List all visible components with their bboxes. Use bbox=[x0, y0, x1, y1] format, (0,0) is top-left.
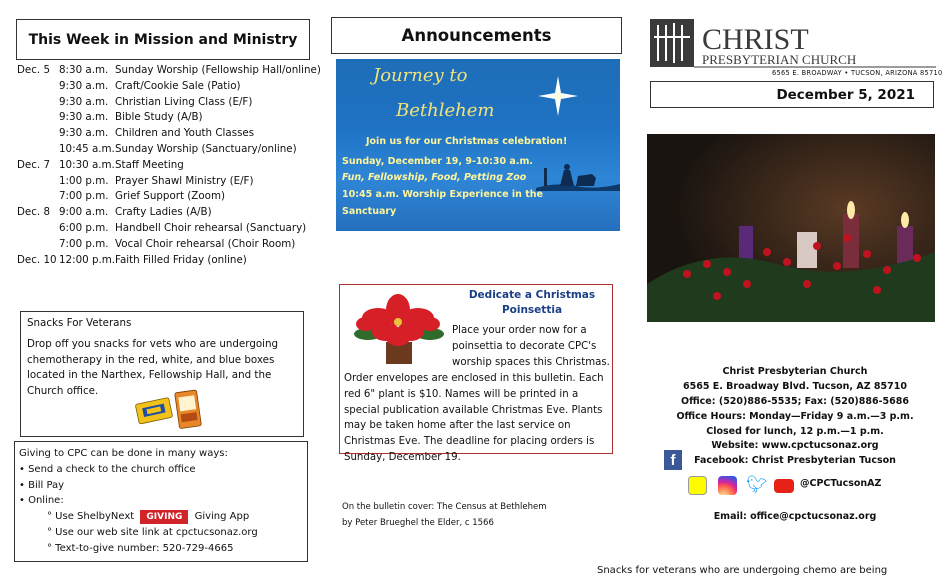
giving-shelby-post: Giving App bbox=[194, 511, 250, 523]
logo-main-text: CHRIST bbox=[702, 23, 809, 56]
giving-website-line: ° Use our web site link at cpctucsonaz.org bbox=[47, 526, 258, 538]
contact-info bbox=[660, 364, 930, 439]
social-handle[interactable]: @CPCTucsonAZ bbox=[800, 478, 882, 489]
announcements-title-box bbox=[331, 17, 622, 54]
schedule-event: Craft/Cookie Sale (Patio) bbox=[115, 79, 241, 92]
journey-title-line2: Bethlehem bbox=[396, 100, 495, 121]
schedule-time: 7:00 p.m. bbox=[59, 190, 109, 203]
youtube-icon[interactable] bbox=[774, 479, 794, 493]
schedule-time: 12:00 p.m. bbox=[59, 253, 116, 266]
snacks-title: Snacks For Veterans bbox=[27, 317, 132, 329]
giving-box bbox=[14, 441, 308, 562]
schedule-time: 10:30 a.m. bbox=[59, 158, 115, 171]
ministry-schedule bbox=[17, 64, 321, 269]
schedule-row bbox=[17, 254, 317, 270]
poinsettia-image bbox=[348, 288, 448, 366]
poinsettia-para1: Place your order now for a poinsettia to decorate CPC's worship spaces this Christmas. bbox=[452, 325, 610, 368]
schedule-time: 9:30 a.m. bbox=[59, 127, 109, 140]
schedule-event: Faith Filled Friday (online) bbox=[115, 253, 247, 266]
schedule-row bbox=[17, 175, 317, 191]
journey-line4: Sanctuary bbox=[342, 206, 397, 217]
giving-item: • Send a check to the church office bbox=[19, 463, 196, 475]
logo-address: 6565 E. BROADWAY • TUCSON, ARIZONA 85710 bbox=[772, 69, 943, 77]
schedule-event: Crafty Ladies (A/B) bbox=[115, 206, 212, 219]
date-box bbox=[650, 81, 934, 108]
twitter-icon[interactable]: 🐦︎ bbox=[746, 475, 768, 495]
schedule-time: 7:00 p.m. bbox=[59, 237, 109, 250]
snacks-for-veterans-box bbox=[20, 311, 304, 437]
schedule-event: Sunday Worship (Fellowship Hall/online) bbox=[115, 64, 321, 76]
schedule-row bbox=[17, 64, 321, 80]
cover-note bbox=[342, 500, 547, 531]
schedule-day: Dec. 8 bbox=[17, 206, 51, 219]
poinsettia-para2: Order envelopes are enclosed in this bulletin. Each red 6" plant is $10. Names will be printed in a special publication available Christmas Eve. Plants may be taken home after the last service on Christmas Eve. The deadline for placing orders is Sunday, December 19. bbox=[344, 373, 604, 463]
schedule-event: Vocal Choir rehearsal (Choir Room) bbox=[115, 237, 296, 250]
schedule-time: 6:00 p.m. bbox=[59, 221, 109, 234]
cover-note-line2: by Peter Brueghel the Elder, c 1566 bbox=[342, 517, 494, 528]
giving-shelby-pre: ° Use ShelbyNext bbox=[47, 511, 135, 523]
contact-address: 6565 E. Broadway Blvd. Tucson, AZ 85710 bbox=[683, 381, 907, 392]
schedule-time: 10:45 a.m. bbox=[59, 142, 115, 155]
schedule-row bbox=[17, 96, 317, 112]
giving-intro: Giving to CPC can be done in many ways: bbox=[19, 448, 228, 459]
journey-line3: 10:45 a.m. Worship Experience in the bbox=[342, 189, 543, 200]
schedule-time: 9:30 a.m. bbox=[59, 95, 109, 108]
snacks-image bbox=[135, 387, 213, 431]
schedule-time: 9:00 a.m. bbox=[59, 206, 109, 219]
schedule-event: Grief Support (Zoom) bbox=[115, 190, 226, 203]
schedule-event: Children and Youth Classes bbox=[115, 127, 255, 140]
bulletin-date: December 5, 2021 bbox=[776, 86, 915, 103]
week-title-box bbox=[16, 19, 310, 60]
giving-badge: GIVING bbox=[140, 510, 188, 524]
schedule-event: Handbell Choir rehearsal (Sanctuary) bbox=[115, 221, 307, 234]
giving-item: • Online: bbox=[19, 495, 64, 507]
giving-item: • Bill Pay bbox=[19, 479, 65, 491]
poinsettia-box bbox=[339, 284, 613, 463]
journey-line2: Fun, Fellowship, Food, Petting Zoo bbox=[342, 172, 527, 183]
schedule-time: 8:30 a.m. bbox=[59, 64, 109, 76]
schedule-day: Dec. 10 bbox=[17, 253, 57, 266]
facebook-icon[interactable]: f bbox=[664, 450, 682, 470]
schedule-row bbox=[17, 238, 317, 254]
week-title: This Week in Mission and Ministry bbox=[28, 31, 298, 48]
schedule-time: 9:30 a.m. bbox=[59, 79, 109, 92]
schedule-row bbox=[17, 127, 317, 143]
schedule-event: Staff Meeting bbox=[115, 158, 184, 171]
schedule-row bbox=[17, 206, 317, 222]
advent-candles-photo bbox=[647, 134, 935, 322]
announcements-title: Announcements bbox=[401, 26, 552, 45]
giving-text-line: ° Text-to-give number: 520-729-4665 bbox=[47, 542, 234, 554]
schedule-time: 1:00 p.m. bbox=[59, 174, 109, 187]
schedule-row bbox=[17, 143, 317, 159]
contact-phones: Office: (520)886-5535; Fax: (520)886-5686 bbox=[681, 396, 909, 407]
schedule-event: Bible Study (A/B) bbox=[115, 111, 203, 124]
travelers-silhouette bbox=[536, 156, 620, 191]
contact-lunch: Closed for lunch, 12 p.m.—1 p.m. bbox=[706, 426, 884, 437]
schedule-row bbox=[17, 159, 317, 175]
cover-note-line1: On the bulletin cover: The Census at Bethlehem bbox=[342, 502, 547, 512]
contact-hours: Office Hours: Monday—Friday 9 a.m.—3 p.m. bbox=[676, 411, 914, 422]
journey-subtitle: Join us for our Christmas celebration! bbox=[366, 136, 568, 147]
contact-name: Christ Presbyterian Church bbox=[722, 366, 868, 377]
facebook-line[interactable]: Facebook: Christ Presbyterian Tucson bbox=[694, 455, 896, 466]
journey-to-bethlehem-banner bbox=[336, 59, 620, 231]
snacks-body: Drop off you snacks for vets who are undergoing chemotherapy in the red, white, and blue boxes located in the Narthex, Fellowship Hall, and the Church office. bbox=[27, 337, 279, 398]
schedule-event: Sunday Worship (Sanctuary/online) bbox=[115, 142, 297, 155]
schedule-day: Dec. 5 bbox=[17, 64, 51, 76]
logo-sub-text: PRESBYTERIAN CHURCH bbox=[702, 52, 857, 67]
snapchat-icon[interactable] bbox=[688, 476, 707, 495]
journey-line1: Sunday, December 19, 9-10:30 a.m. bbox=[342, 156, 533, 167]
schedule-row bbox=[17, 80, 317, 96]
email-line[interactable]: Email: office@cpctucsonaz.org bbox=[713, 511, 877, 522]
poinsettia-title: Dedicate a Christmas Poinsettia bbox=[468, 289, 596, 316]
instagram-icon[interactable] bbox=[718, 476, 737, 495]
giving-shelby-line bbox=[19, 509, 303, 525]
schedule-row bbox=[17, 111, 317, 127]
schedule-row bbox=[17, 222, 317, 238]
schedule-row bbox=[17, 190, 317, 206]
schedule-day: Dec. 7 bbox=[17, 158, 51, 171]
bottom-note: Snacks for veterans who are undergoing chemo are being bbox=[597, 565, 888, 576]
website-line[interactable]: Website: www.cpctucsonaz.org bbox=[711, 440, 879, 451]
schedule-event: Prayer Shawl Ministry (E/F) bbox=[115, 174, 254, 187]
schedule-time: 9:30 a.m. bbox=[59, 111, 109, 124]
journey-title-line1: Journey to bbox=[373, 65, 468, 86]
schedule-event: Christian Living Class (E/F) bbox=[115, 95, 253, 108]
star-icon bbox=[538, 76, 578, 116]
